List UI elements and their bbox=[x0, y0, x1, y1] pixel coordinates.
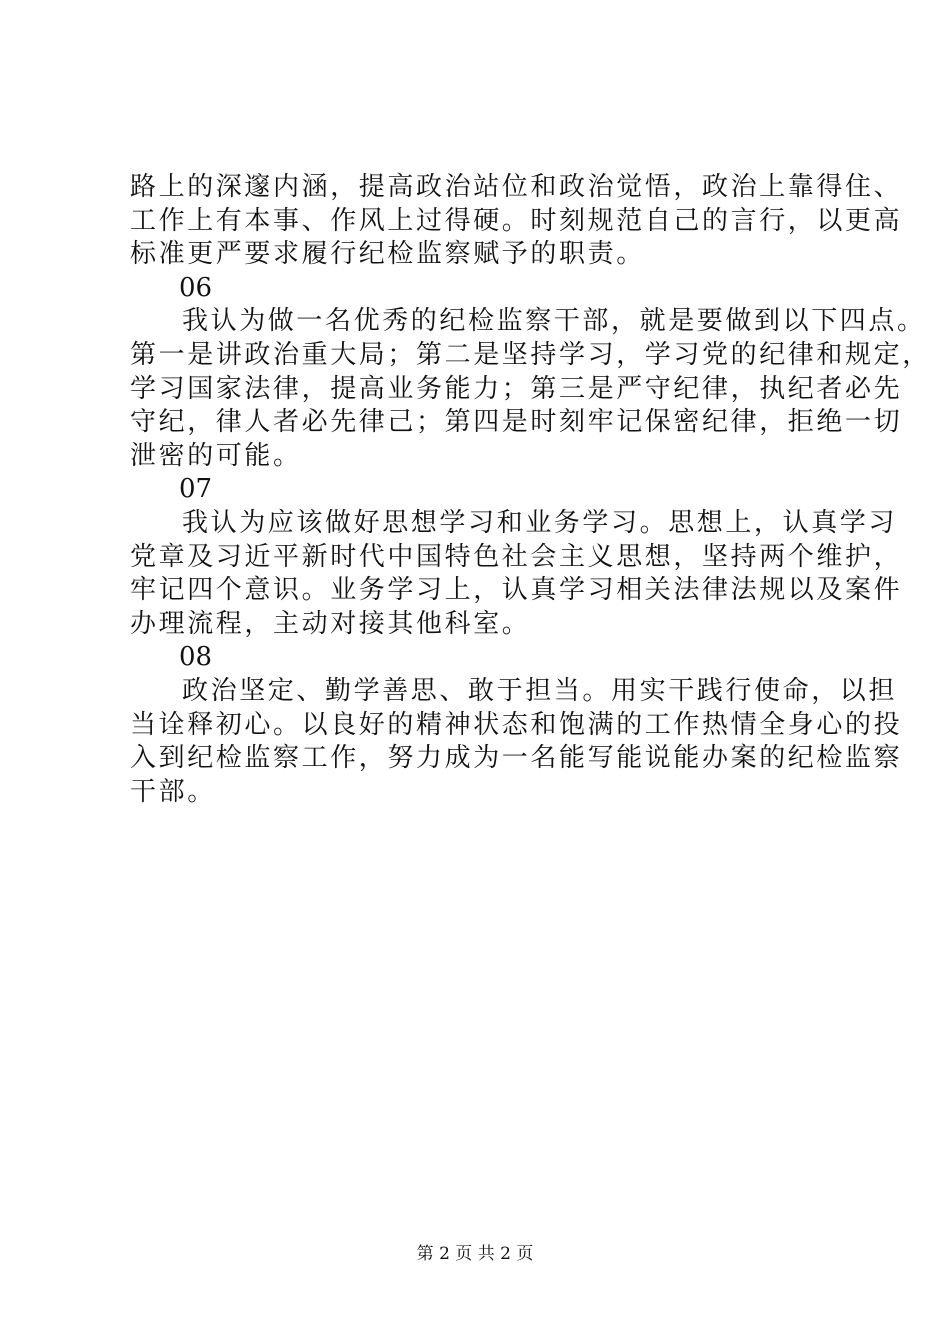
paragraph-first-line: 政治坚定、勤学善思、敢于担当。用实干践行使命，以担 bbox=[182, 675, 898, 706]
text-line: 牢记四个意识。业务学习上，认真学习相关法律法规以及案件 bbox=[130, 575, 903, 606]
text-line: 路上的深邃内涵，提高政治站位和政治觉悟，政治上靠得住、 bbox=[130, 172, 903, 202]
text-line: 干部。 bbox=[130, 776, 216, 807]
section-number: 08 bbox=[179, 642, 213, 673]
text-line: 标准更严要求履行纪检监察赋予的职责。 bbox=[130, 239, 645, 270]
paragraph-first-line: 我认为应该做好思想学习和业务学习。思想上，认真学习 bbox=[182, 507, 898, 538]
document-body bbox=[130, 171, 931, 809]
text-line: 办理流程，主动对接其他科室。 bbox=[130, 608, 531, 639]
page-number-footer: 第 2 页 共 2 页 bbox=[416, 1244, 534, 1264]
text-line: 入到纪检监察工作，努力成为一名能写能说能办案的纪检监察 bbox=[130, 743, 903, 774]
paragraph-first-line: 我认为做一名优秀的纪检监察干部，就是要做到以下四点。 bbox=[182, 306, 926, 337]
text-line: 学习国家法律，提高业务能力；第三是严守纪律，执纪者必先 bbox=[130, 373, 903, 404]
text-line: 党章及习近平新时代中国特色社会主义思想，坚持两个维护， bbox=[130, 541, 903, 572]
text-line: 第一是讲政治重大局；第二是坚持学习，学习党的纪律和规定， bbox=[130, 339, 931, 370]
text-line: 守纪，律人者必先律己；第四是时刻牢记保密纪律，拒绝一切 bbox=[130, 407, 903, 438]
text-line: 当诠释初心。以良好的精神状态和饱满的工作热情全身心的投 bbox=[130, 709, 903, 740]
text-line: 泄密的可能。 bbox=[130, 440, 302, 471]
text-line: 工作上有本事、作风上过得硬。时刻规范自己的言行，以更高 bbox=[130, 205, 903, 236]
section-number: 06 bbox=[179, 272, 213, 303]
section-number: 07 bbox=[179, 474, 213, 505]
